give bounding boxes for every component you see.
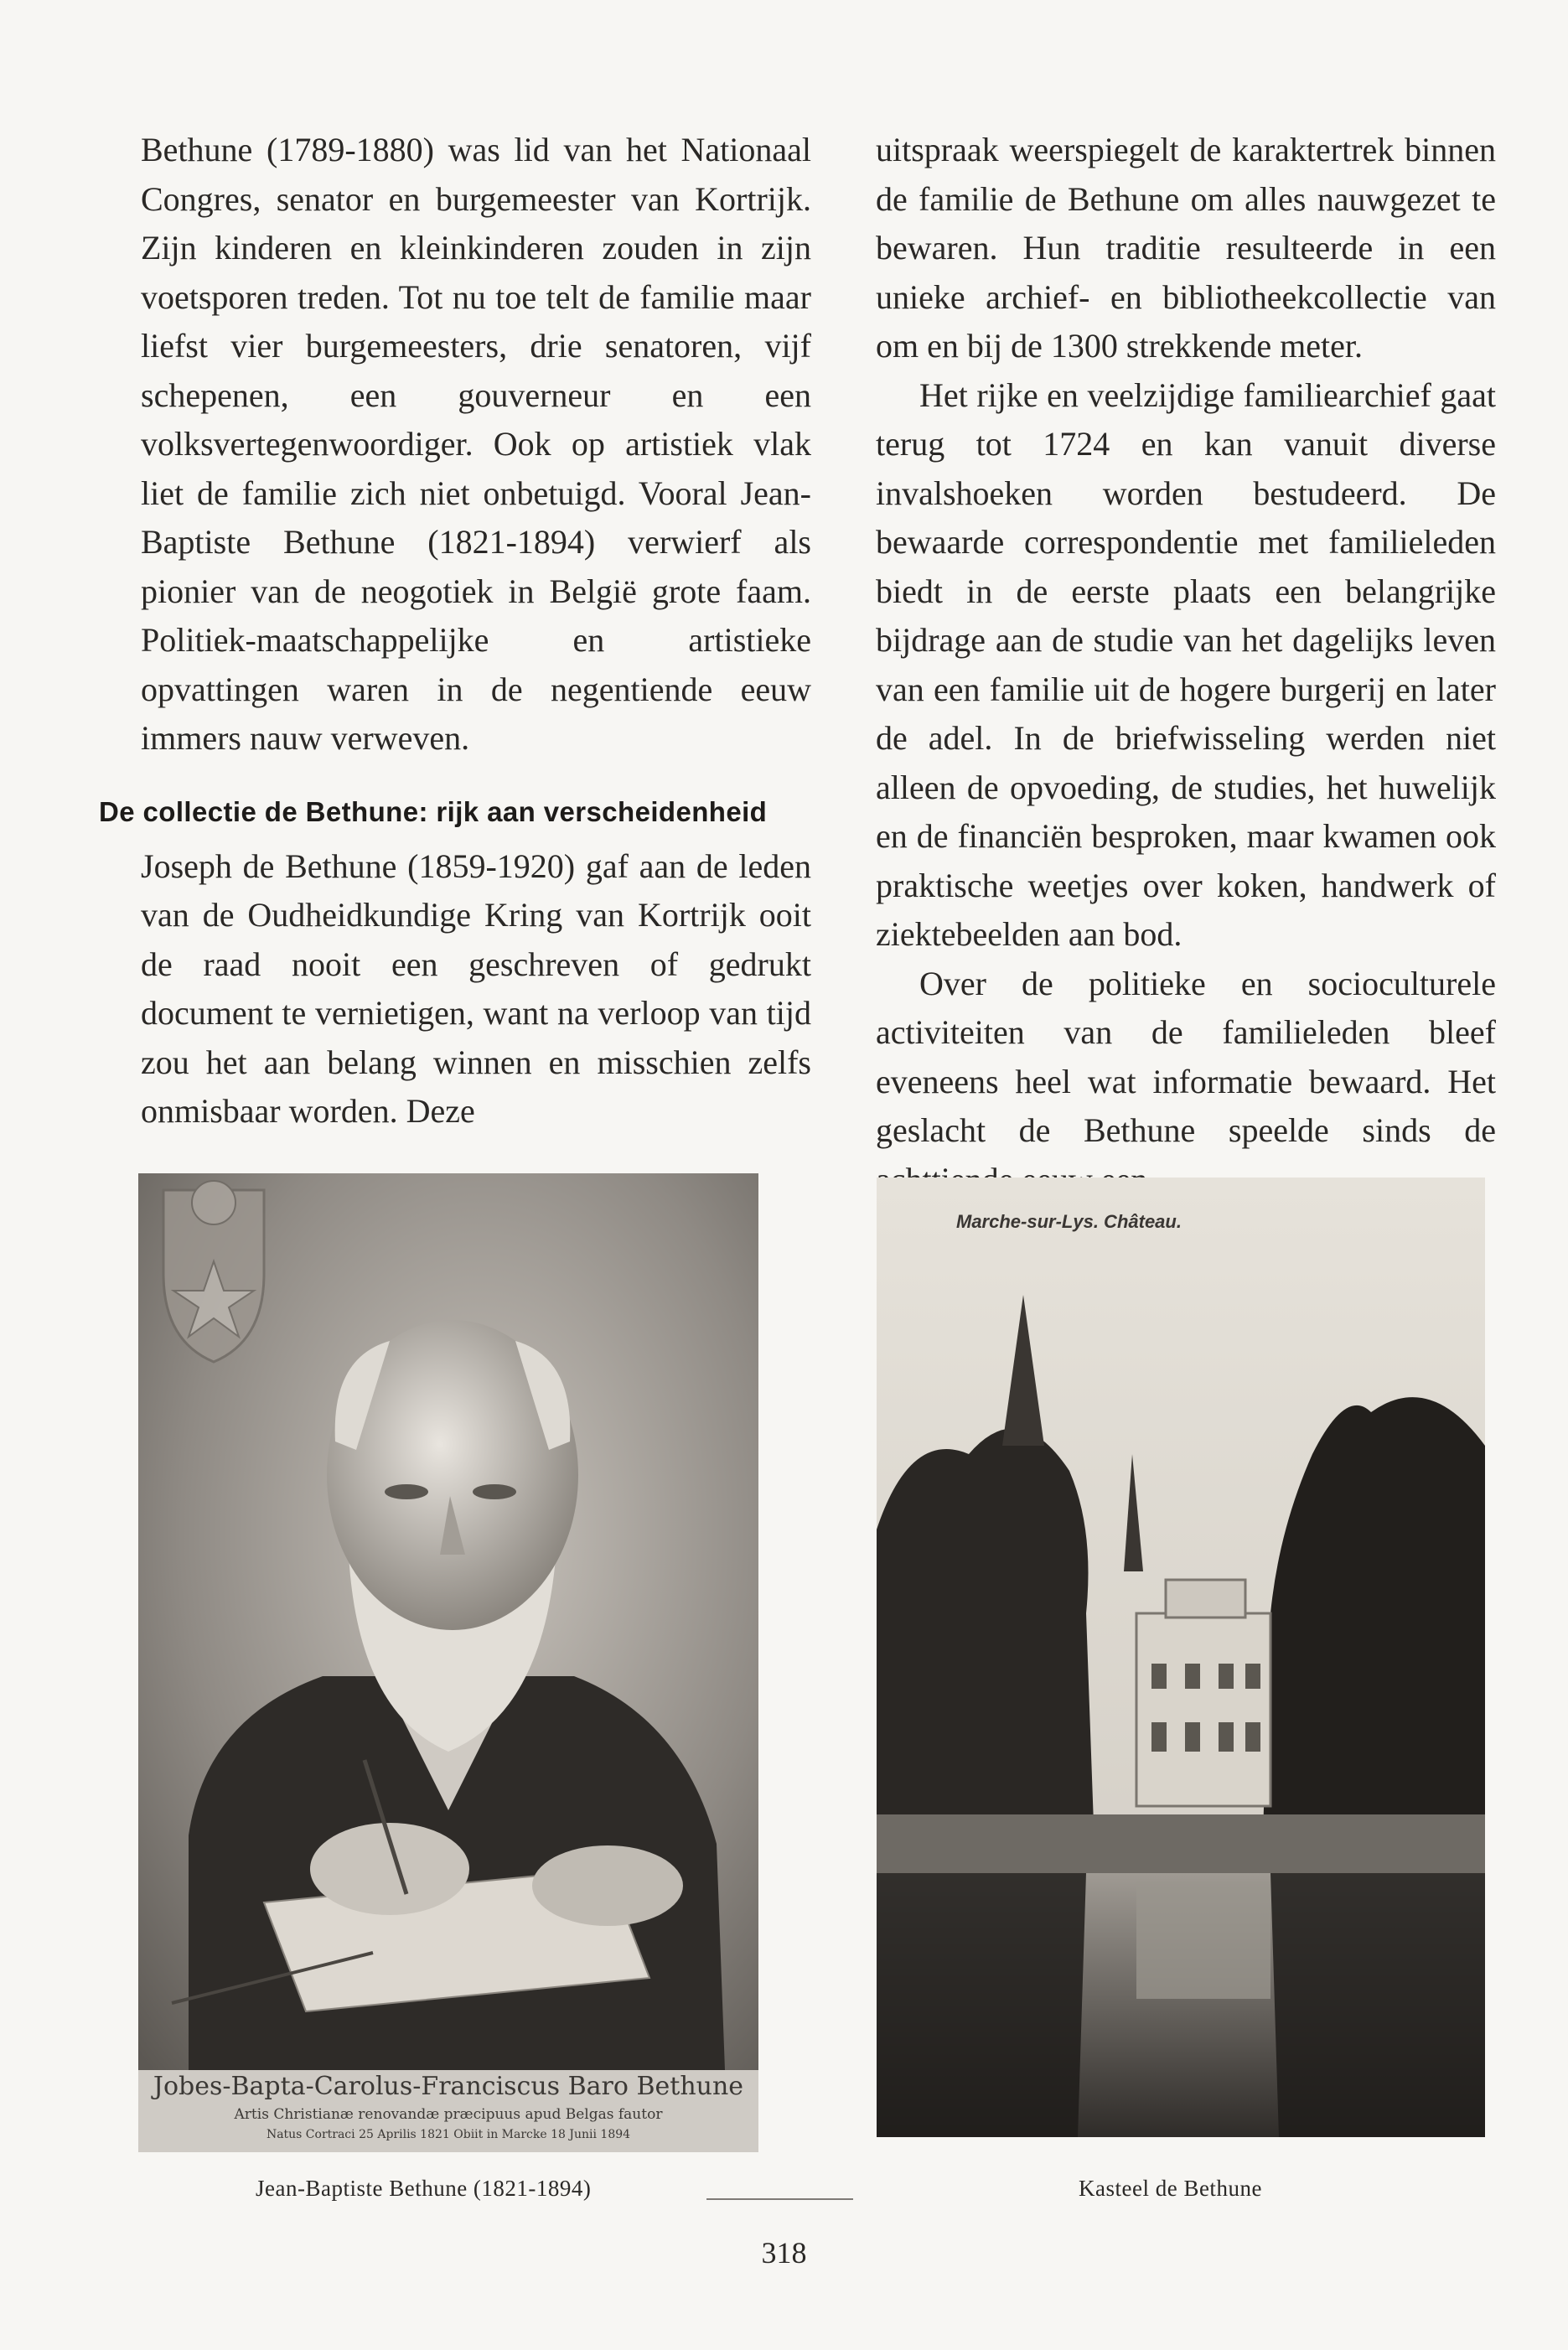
right-paragraph-2: Het rijke en veelzijdige familiearchief gaat terug tot 1724 en kan vanuit diverse invalshoeken worden bestudeerd. De bewaarde correspondentie met familieleden biedt in de eerste plaats een belangrijke bijdrage aan de studie van het dagelijks leven van een familie uit de hogere burgerij en later de adel. In de briefwisseling werden niet alleen de opvoeding, de studies, het huwelijk en de financiën besproken, maar kwamen ook praktische weetjes over koken, handwerk of ziektebeelden aan bod. — [876, 375, 1496, 953]
castle-postcard — [877, 1178, 1485, 2137]
caption-portrait: Jean-Baptiste Bethune (1821-1894) — [256, 2176, 592, 2201]
coat-of-arms-icon — [163, 1181, 264, 1362]
plate-line-1: Jobes-Bapta-Carolus-Franciscus Baro Bethune — [153, 2072, 744, 2101]
left-paragraph-1: Bethune (1789-1880) was lid van het Nationaal Congres, senator en burgemeester van Kortrijk. Zijn kinderen en kleinkinderen zouden in zijn voetsporen treden. Tot nu toe telt de familie maar liefst vier burgemeesters, drie senatoren, vijf schepenen, een gouverneur en een volksvertegenwoordiger. Ook op artistiek vlak liet de familie zich niet onbetuigd. Vooral Jean-Baptiste Bethune (1821-1894) verwierf als pionier van de neogotiek in België grote faam. Politiek-maatschappelijke en artistieke opvattingen waren in de negentiende eeuw immers nauw verweven. — [141, 131, 811, 757]
postcard-caption: Marche-sur-Lys. Château. — [956, 1211, 1182, 1232]
caption-divider — [706, 2198, 853, 2200]
plate-line-2: Artis Christianæ renovandæ præcipuus apud Belgas fautor — [234, 2106, 663, 2123]
left-column — [99, 126, 811, 1136]
plate-line-3: Natus Cortraci 25 Aprilis 1821 Obiit in Marcke 18 Junii 1894 — [266, 2128, 631, 2141]
right-paragraph-3: Over de politieke en socioculturele activiteiten van de familieleden bleef eveneens heel wat informatie bewaard. Het geslacht de Bethune speelde sinds de — [876, 964, 1496, 1149]
right-column — [876, 126, 1496, 1204]
portrait-photo — [138, 1173, 758, 2152]
page-number: 318 — [761, 2236, 807, 2270]
right-paragraph-1: uitspraak weerspiegelt de karaktertrek binnen de familie de Bethune om alles nauwgezet te bewaren. Hun traditie resulteerde in een unieke archief- en bibliotheekcollectie van om en bij de 1300 strekkende meter. — [876, 131, 1496, 365]
portrait-plate — [138, 2070, 758, 2152]
caption-castle: Kasteel de Bethune — [1079, 2176, 1262, 2201]
left-paragraph-2: Joseph de Bethune (1859-1920) gaf aan de leden van de Oudheidkundige Kring van Kortrijk ooit de raad nooit een geschreven of gedrukt document te vernietigen, want na verloop van tijd zou het aan belang winnen en misschien zelfs onmisbaar worden. Deze — [141, 846, 811, 1130]
section-heading: De collectie de Bethune: rijk aan verscheidenheid — [99, 795, 768, 827]
